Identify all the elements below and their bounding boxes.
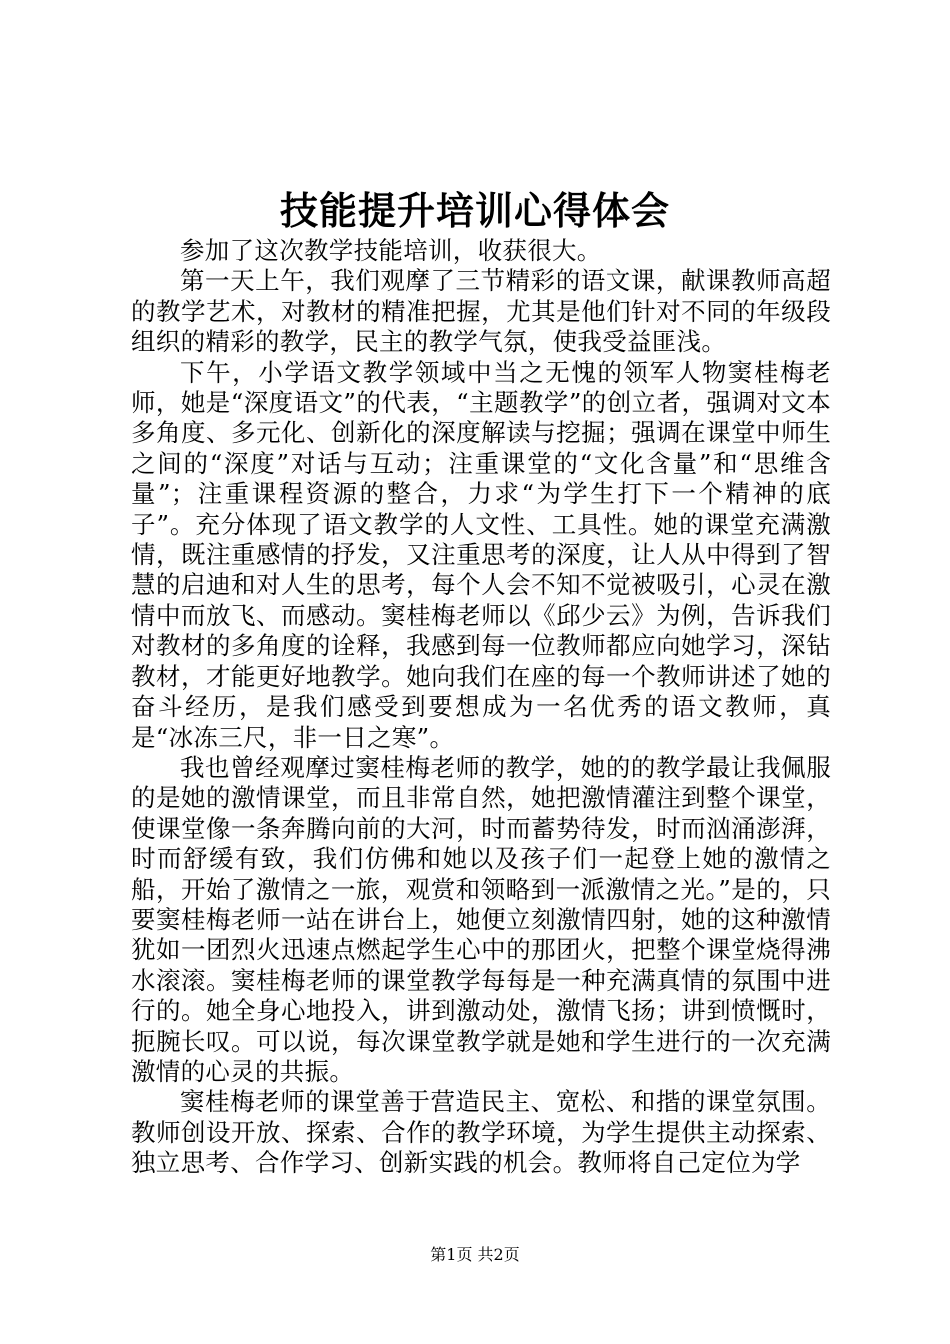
page-number-footer: 第1页 共2页: [430, 1245, 520, 1264]
document-body: [131, 236, 831, 1179]
paragraph-5: 窦桂梅老师的课堂善于营造民主、宽松、和揩的课堂氛围。教师创设开放、探索、合作的教学环境，为学生提供主动探索、独立思考、合作学习、创新实践的机会。教师将自己定位为学: [131, 1087, 831, 1178]
paragraph-3: 下午，小学语文教学领域中当之无愧的领军人物窦桂梅老师，她是“深度语文”的代表，“主题教学”的创立者，强调对文本多角度、多元化、创新化的深度解读与挖掘；强调在课堂中师生之间的“深度”对话与互动；注重课堂的“文化含量”和“思维含量”；注重课程资源的整合，力求“为学生打下一个精神的底子”。充分体现了语文教学的人文性、工具性。她的课堂充满激情，既注重感情的抒发，又注重思考的深度，让人从中得到了智慧的启迪和对人生的思考，每个人会不知不觉被吸引，心灵在激情中而放飞、而感动。窦桂梅老师以《邱少云》为例，告诉我们对教材的多角度的诠释，我感到每一位教师都应向她学习，深钻教材，才能更好地教学。她向我们在座的每一个教师讲述了她的奋斗经历，是我们感受到要想成为一名优秀的语文教师，真是“冰冻三尺，非一日之寒”。: [131, 357, 832, 752]
document-title: 技能提升培训心得体会: [279, 188, 670, 233]
paragraph-2: 第一天上午，我们观摩了三节精彩的语文课，献课教师高超的教学艺术，对教材的精准把握，尤其是他们针对不同的年级段组织的精彩的教学，民主的教学气氛，使我受益匪浅。: [131, 266, 831, 357]
paragraph-4: 我也曾经观摩过窦桂梅老师的教学，她的的教学最让我佩服的是她的激情课堂，而且非常自然，她把激情灌注到整个课堂，使课堂像一条奔腾向前的大河，时而蓄势待发，时而汹涌澎湃，时而舒缓有致，我们仿佛和她以及孩子们一起登上她的激情之船，开始了激情之一旅，观赏和领略到一派激情之光。”是的，只要窦桂梅老师一站在讲台上，她便立刻激情四射，她的这种激情犹如一团烈火迅速点燃起学生心中的那团火，把整个课堂烧得沸水滚滚。窦桂梅老师的课堂教学每每是一种充满真情的氛围中进行的。她全身心地投入，讲到激动处，激情飞扬；讲到愤慨时，扼腕长叹。可以说，每次课堂教学就是她和学生进行的一次充满激情的心灵的共振。: [131, 752, 831, 1086]
paragraph-1: 参加了这次教学技能培训，收获很大。: [180, 236, 602, 265]
